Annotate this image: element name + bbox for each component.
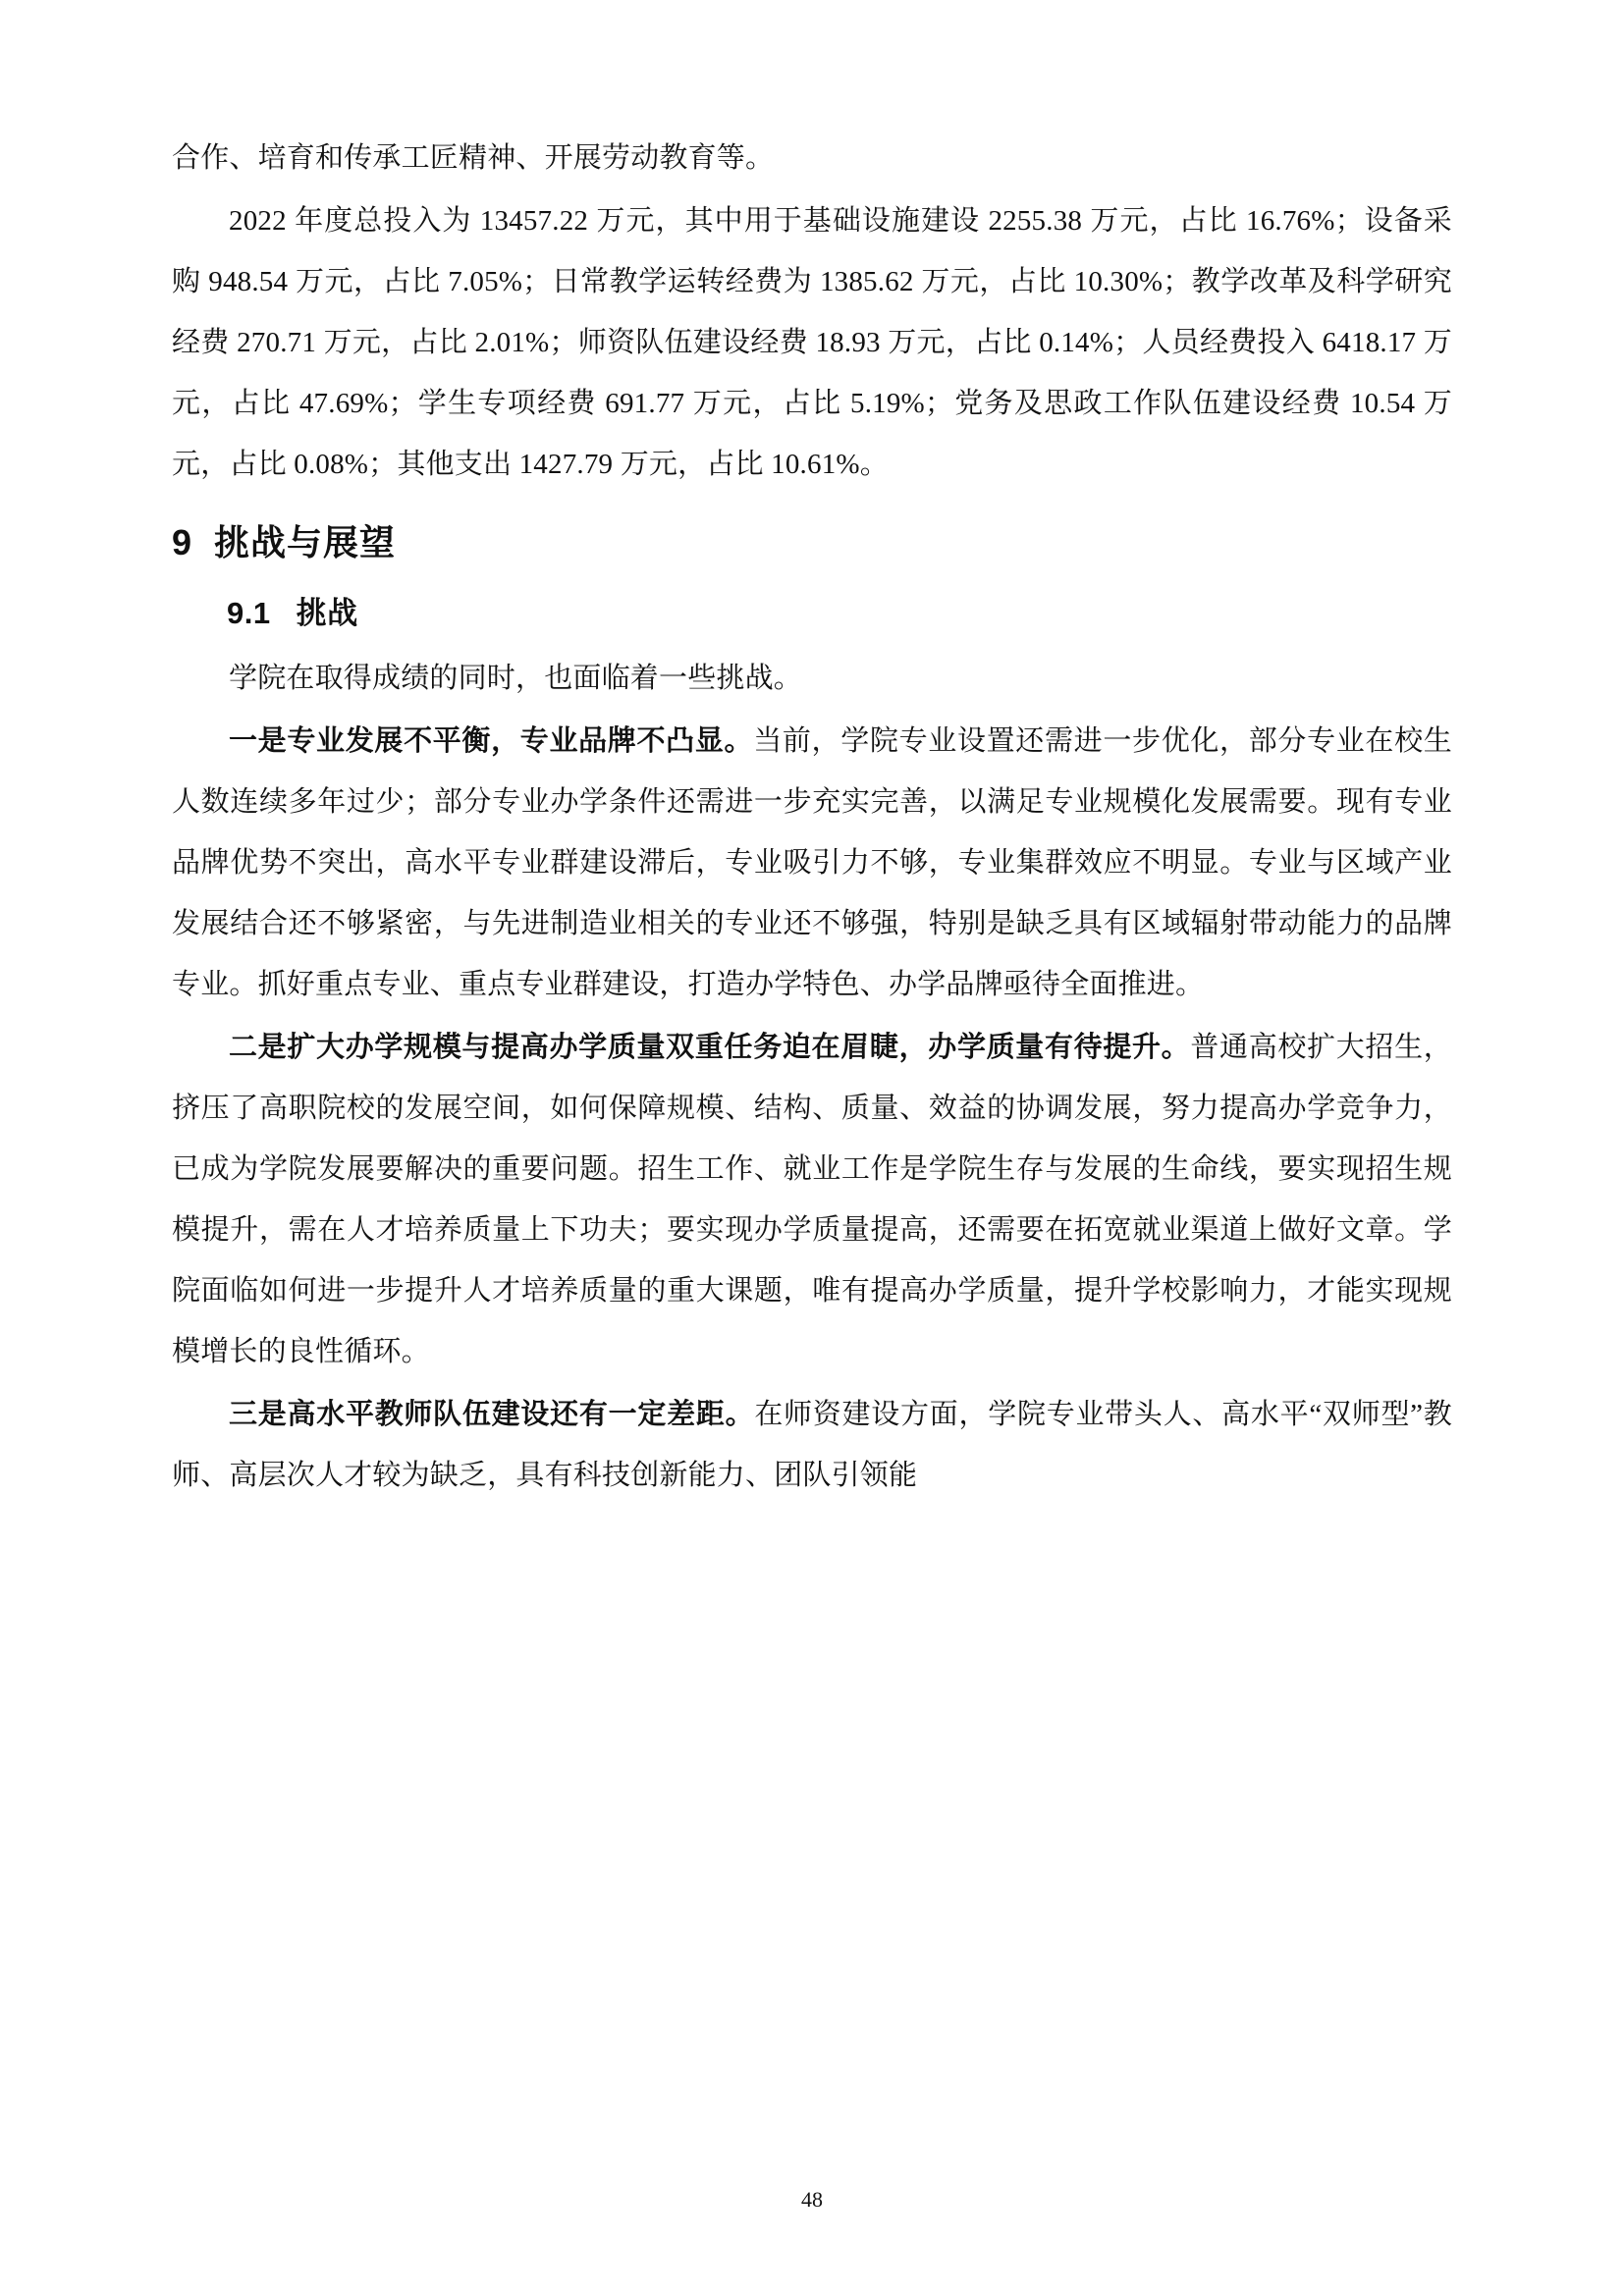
- paragraph-intro-text: 学院在取得成绩的同时，也面临着一些挑战。: [229, 663, 803, 694]
- paragraph-challenge-two: [172, 1017, 1452, 1382]
- paragraph-challenge-three-text: 在师资建设方面，学院专业带头人、高水平“双师型”教师、高层次人才较为缺乏，具有科技创新能力、团队引领能: [172, 1399, 1452, 1491]
- heading-1-number: 9: [172, 522, 193, 562]
- paragraph-budget: 2022 年度总投入为 13457.22 万元，其中用于基础设施建设 2255.38 万元，占比 16.76%；设备采购 948.54 万元，占比 7.05%；日常教学运转经费为 1385.62 万元，占比 10.30%；教学改革及科学研究经费 270.71 万元，占比 2.01%；师资队伍建设经费 18.93 万元，占比 0.14%；人员经费投入 6418.17 万元，占比 47.69%；学生专项经费 691.77 万元，占比 5.19%；党务及思政工作队伍建设经费 10.54 万元，占比 0.08%；其他支出 1427.79 万元，占比 10.61%。: [172, 205, 1453, 480]
- paragraph-challenge-three: [172, 1384, 1452, 1506]
- paragraph-challenge-one: [172, 711, 1452, 1015]
- heading-1-title: 挑战与展望: [214, 522, 397, 562]
- paragraph-challenge-three-lead: 三是高水平教师队伍建设还有一定差距。: [229, 1399, 755, 1430]
- paragraph-challenge-one-text: 当前，学院专业设置还需进一步优化，部分专业在校生人数连续多年过少；部分专业办学条件还需进一步充实完善，以满足专业规模化发展需要。现有专业品牌优势不突出，高水平专业群建设滞后，专业吸引力不够，专业集群效应不明显。专业与区域产业发展结合还不够紧密，与先进制造业相关的专业还不够强，特别是缺乏具有区域辐射带动能力的品牌专业。抓好重点专业、重点专业群建设，打造办学特色、办学品牌亟待全面推进。: [172, 725, 1452, 1000]
- paragraph-challenge-one-lead: 一是专业发展不平衡，专业品牌不凸显。: [229, 725, 754, 757]
- page-number: 48: [801, 2187, 823, 2212]
- paragraph-challenge-two-lead: 二是扩大办学规模与提高办学质量双重任务迫在眉睫，办学质量有待提升。: [229, 1032, 1191, 1063]
- heading-2-number: 9.1: [227, 596, 271, 630]
- paragraph-intro: [172, 648, 1452, 709]
- heading-level-2: [172, 581, 1452, 646]
- heading-2-title: 挑战: [296, 596, 358, 630]
- paragraph-challenge-two-text: 普通高校扩大招生，挤压了高职院校的发展空间，如何保障规模、结构、质量、效益的协调发展，努力提高办学竞争力，已成为学院发展要解决的重要问题。招生工作、就业工作是学院生存与发展的生命线，要实现招生规模提升，需在人才培养质量上下功夫；要实现办学质量提高，还需要在拓宽就业渠道上做好文章。学院面临如何进一步提升人才培养质量的重大课题，唯有提高办学质量，提升学校影响力，才能实现规模增长的良性循环。: [172, 1032, 1452, 1367]
- paragraph-continuation: 合作、培育和传承工匠精神、开展劳动教育等。: [172, 142, 775, 174]
- heading-level-1: [172, 508, 1452, 577]
